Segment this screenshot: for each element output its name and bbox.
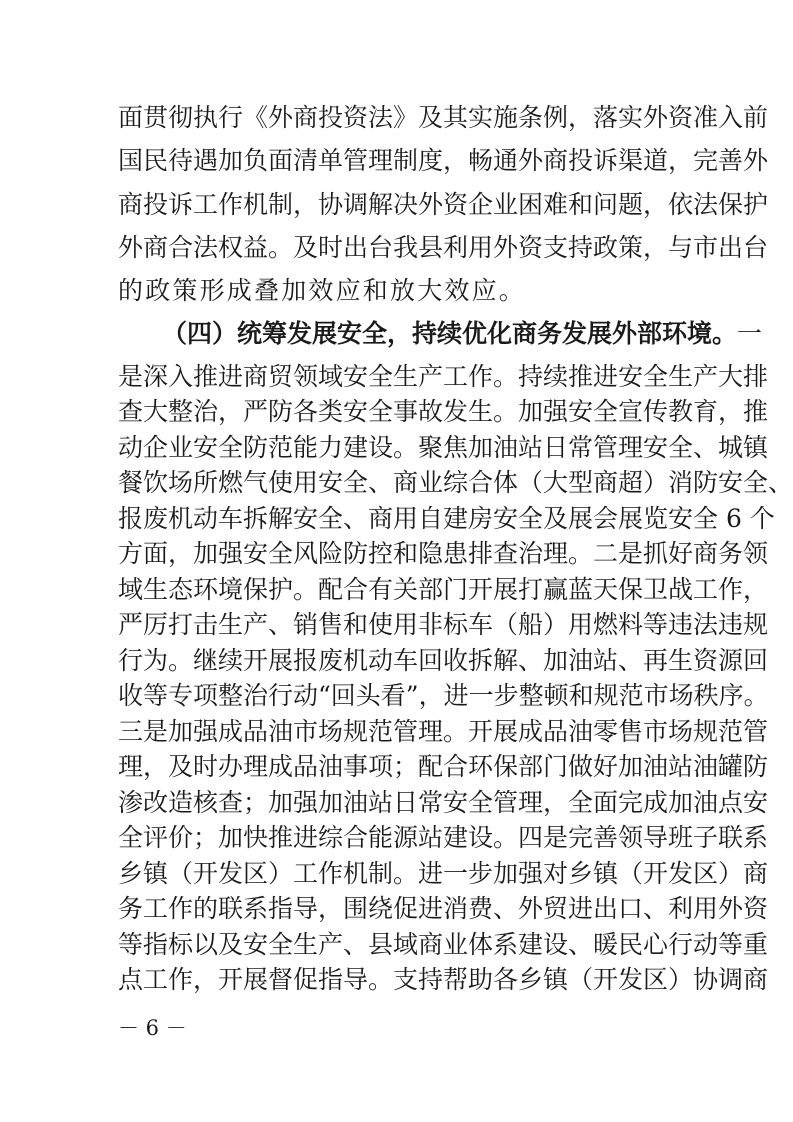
paragraph-line: 等指标以及安全生产、县域商业体系建设、暖民心行动等重 <box>118 930 769 959</box>
paragraph-line: 是深入推进商贸领域安全生产工作。持续推进安全生产大排 <box>118 362 769 391</box>
section-heading-line <box>162 319 763 349</box>
paragraph-line: 渗改造核查；加强加油站日常安全管理，全面完成加油点安 <box>118 788 769 817</box>
paragraph-line: 收等专项整治行动“回头看”，进一步整顿和规范市场秩序。 <box>118 681 769 710</box>
paragraph-line: 严厉打击生产、销售和使用非标车（船）用燃料等违法违规 <box>118 610 769 639</box>
paragraph-line: 行为。继续开展报废机动车回收拆解、加油站、再生资源回 <box>118 646 769 675</box>
paragraph-line: 三是加强成品油市场规范管理。开展成品油零售市场规范管 <box>118 717 769 746</box>
paragraph-line: 面贯彻执行《外商投资法》及其实施条例，落实外资准入前 <box>118 103 769 132</box>
paragraph-line: 动企业安全防范能力建设。聚焦加油站日常管理安全、城镇 <box>118 433 769 462</box>
section-heading-tail: 一 <box>737 319 763 348</box>
paragraph-line: 理，及时办理成品油事项；配合环保部门做好加油站油罐防 <box>118 752 769 781</box>
paragraph-line: 报废机动车拆解安全、商用自建房安全及展会展览安全 6 个 <box>118 504 775 533</box>
paragraph-line: 商投诉工作机制，协调解决外资企业困难和问题，依法保护 <box>118 190 769 219</box>
section-heading: （四）统筹发展安全，持续优化商务发展外部环境。 <box>162 319 738 348</box>
paragraph-line: 的政策形成叠加效应和放大效应。 <box>118 276 527 305</box>
paragraph-line: 查大整治，严防各类安全事故发生。加强安全宣传教育，推 <box>118 397 769 426</box>
paragraph-line: 点工作，开展督促指导。支持帮助各乡镇（开发区）协调商 <box>118 965 769 994</box>
page-number: － 6 － <box>118 1016 187 1040</box>
paragraph-line: 乡镇（开发区）工作机制。进一步加强对乡镇（开发区）商 <box>118 859 769 888</box>
paragraph-line: 务工作的联系指导，围绕促进消费、外贸进出口、利用外资 <box>118 894 769 923</box>
paragraph-line: 外商合法权益。及时出台我县利用外资支持政策，与市出台 <box>118 233 769 262</box>
paragraph-line: 国民待遇加负面清单管理制度，畅通外商投诉渠道，完善外 <box>118 146 769 175</box>
paragraph-line: 餐饮场所燃气使用安全、商业综合体（大型商超）消防安全、 <box>118 468 793 497</box>
paragraph-line: 域生态环境保护。配合有关部门开展打赢蓝天保卫战工作， <box>118 575 769 604</box>
paragraph-line: 全评价；加快推进综合能源站建设。四是完善领导班子联系 <box>118 823 769 852</box>
paragraph-line: 方面，加强安全风险防控和隐患排查治理。二是抓好商务领 <box>118 539 769 568</box>
